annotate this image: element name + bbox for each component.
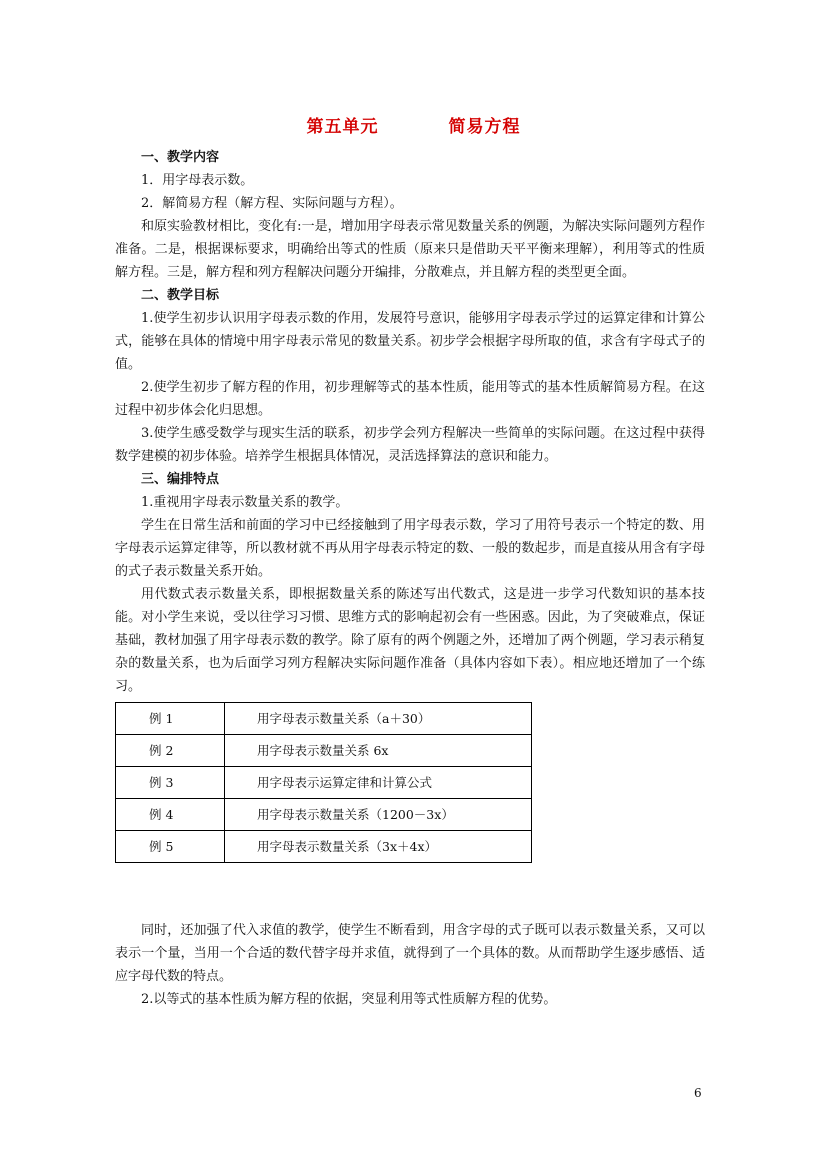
feature-paragraph: 同时，还加强了代入求值的教学，使学生不断看到，用含字母的式子既可以表示数量关系，又可以表示一个量，当用一个合适的数代替字母并求值，就得到了一个具体的数。从而帮助学生逐步感悟、适应字母代数的特点。 [115,923,705,984]
feature-subheading: 1.重视用字母表示数量关系的教学。 [141,495,349,510]
goal-paragraph: 1.使学生初步认识用字母表示数的作用，发展符号意识，能够用字母表示学过的运算定律和计算公式，能够在具体的情境中用字母表示常见的数量关系。初步学会根据字母所取的值，求含有字母式子的值。 [115,311,705,372]
feature-subheading: 2.以等式的基本性质为解方程的依据，突显利用等式性质解方程的优势。 [141,992,557,1007]
unit-title: 第五单元 [306,117,379,137]
content-paragraph: 和原实验教材相比，变化有:一是，增加用字母表示常见数量关系的例题，为解决实际问题列方程作准备。二是，根据课标要求，明确给出等式的性质（原来只是借助天平平衡来理解），利用等式的性质解方程。三是，解方程和列方程解决问题分开编排，分散难点，并且解方程的类型更全面。 [115,219,705,280]
table-row [116,799,532,831]
example-cell: 例 3 [116,767,225,799]
feature-paragraph: 学生在日常生活和前面的学习中已经接触到了用字母表示数，学习了用符号表示一个特定的数、用字母表示运算定律等，所以教材就不再从用字母表示特定的数、一般的数起步，而是直接从用含有字母的式子表示数量关系开始。 [115,518,705,579]
page-number: 6 [694,1086,702,1100]
document-body [115,146,705,1011]
section-heading-goals: 二、教学目标 [141,288,220,303]
description-cell: 用字母表示数量关系（1200－3x） [225,799,532,831]
goal-paragraph: 2.使学生初步了解方程的作用，初步理解等式的基本性质，能用等式的基本性质解简易方程。在这过程中初步体会化归思想。 [115,380,705,418]
content-item: 2．解简易方程（解方程、实际问题与方程）。 [141,196,403,211]
description-cell: 用字母表示数量关系（3x＋4x） [225,831,532,863]
section-heading-features: 三、编排特点 [141,472,220,487]
example-cell: 例 4 [116,799,225,831]
example-cell: 例 5 [116,831,225,863]
description-cell: 用字母表示数量关系 6x [225,735,532,767]
description-cell: 用字母表示运算定律和计算公式 [225,767,532,799]
table-row [116,703,532,735]
unit-name: 简易方程 [448,117,521,137]
section-heading-content: 一、教学内容 [141,150,220,165]
table-row [116,767,532,799]
table-row [116,735,532,767]
description-cell: 用字母表示数量关系（a＋30） [225,703,532,735]
examples-table [115,702,532,863]
table-row [116,831,532,863]
example-cell: 例 2 [116,735,225,767]
example-cell: 例 1 [116,703,225,735]
feature-paragraph: 用代数式表示数量关系，即根据数量关系的陈述写出代数式，这是进一步学习代数知识的基本技能。对小学生来说，受以往学习习惯、思维方式的影响起初会有一些困惑。因此，为了突破难点，保证基础，教材加强了用字母表示数的教学。除了原有的两个例题之外，还增加了两个例题，学习表示稍复杂的数量关系，也为后面学习列方程解决实际问题作准备（具体内容如下表）。相应地还增加了一个练习。 [115,587,705,694]
goal-paragraph: 3.使学生感受数学与现实生活的联系，初步学会列方程解决一些简单的实际问题。在这过程中获得数学建模的初步体验。培养学生根据具体情况，灵活选择算法的意识和能力。 [115,426,705,464]
content-item: 1．用字母表示数。 [141,173,254,188]
page-title [0,112,827,137]
